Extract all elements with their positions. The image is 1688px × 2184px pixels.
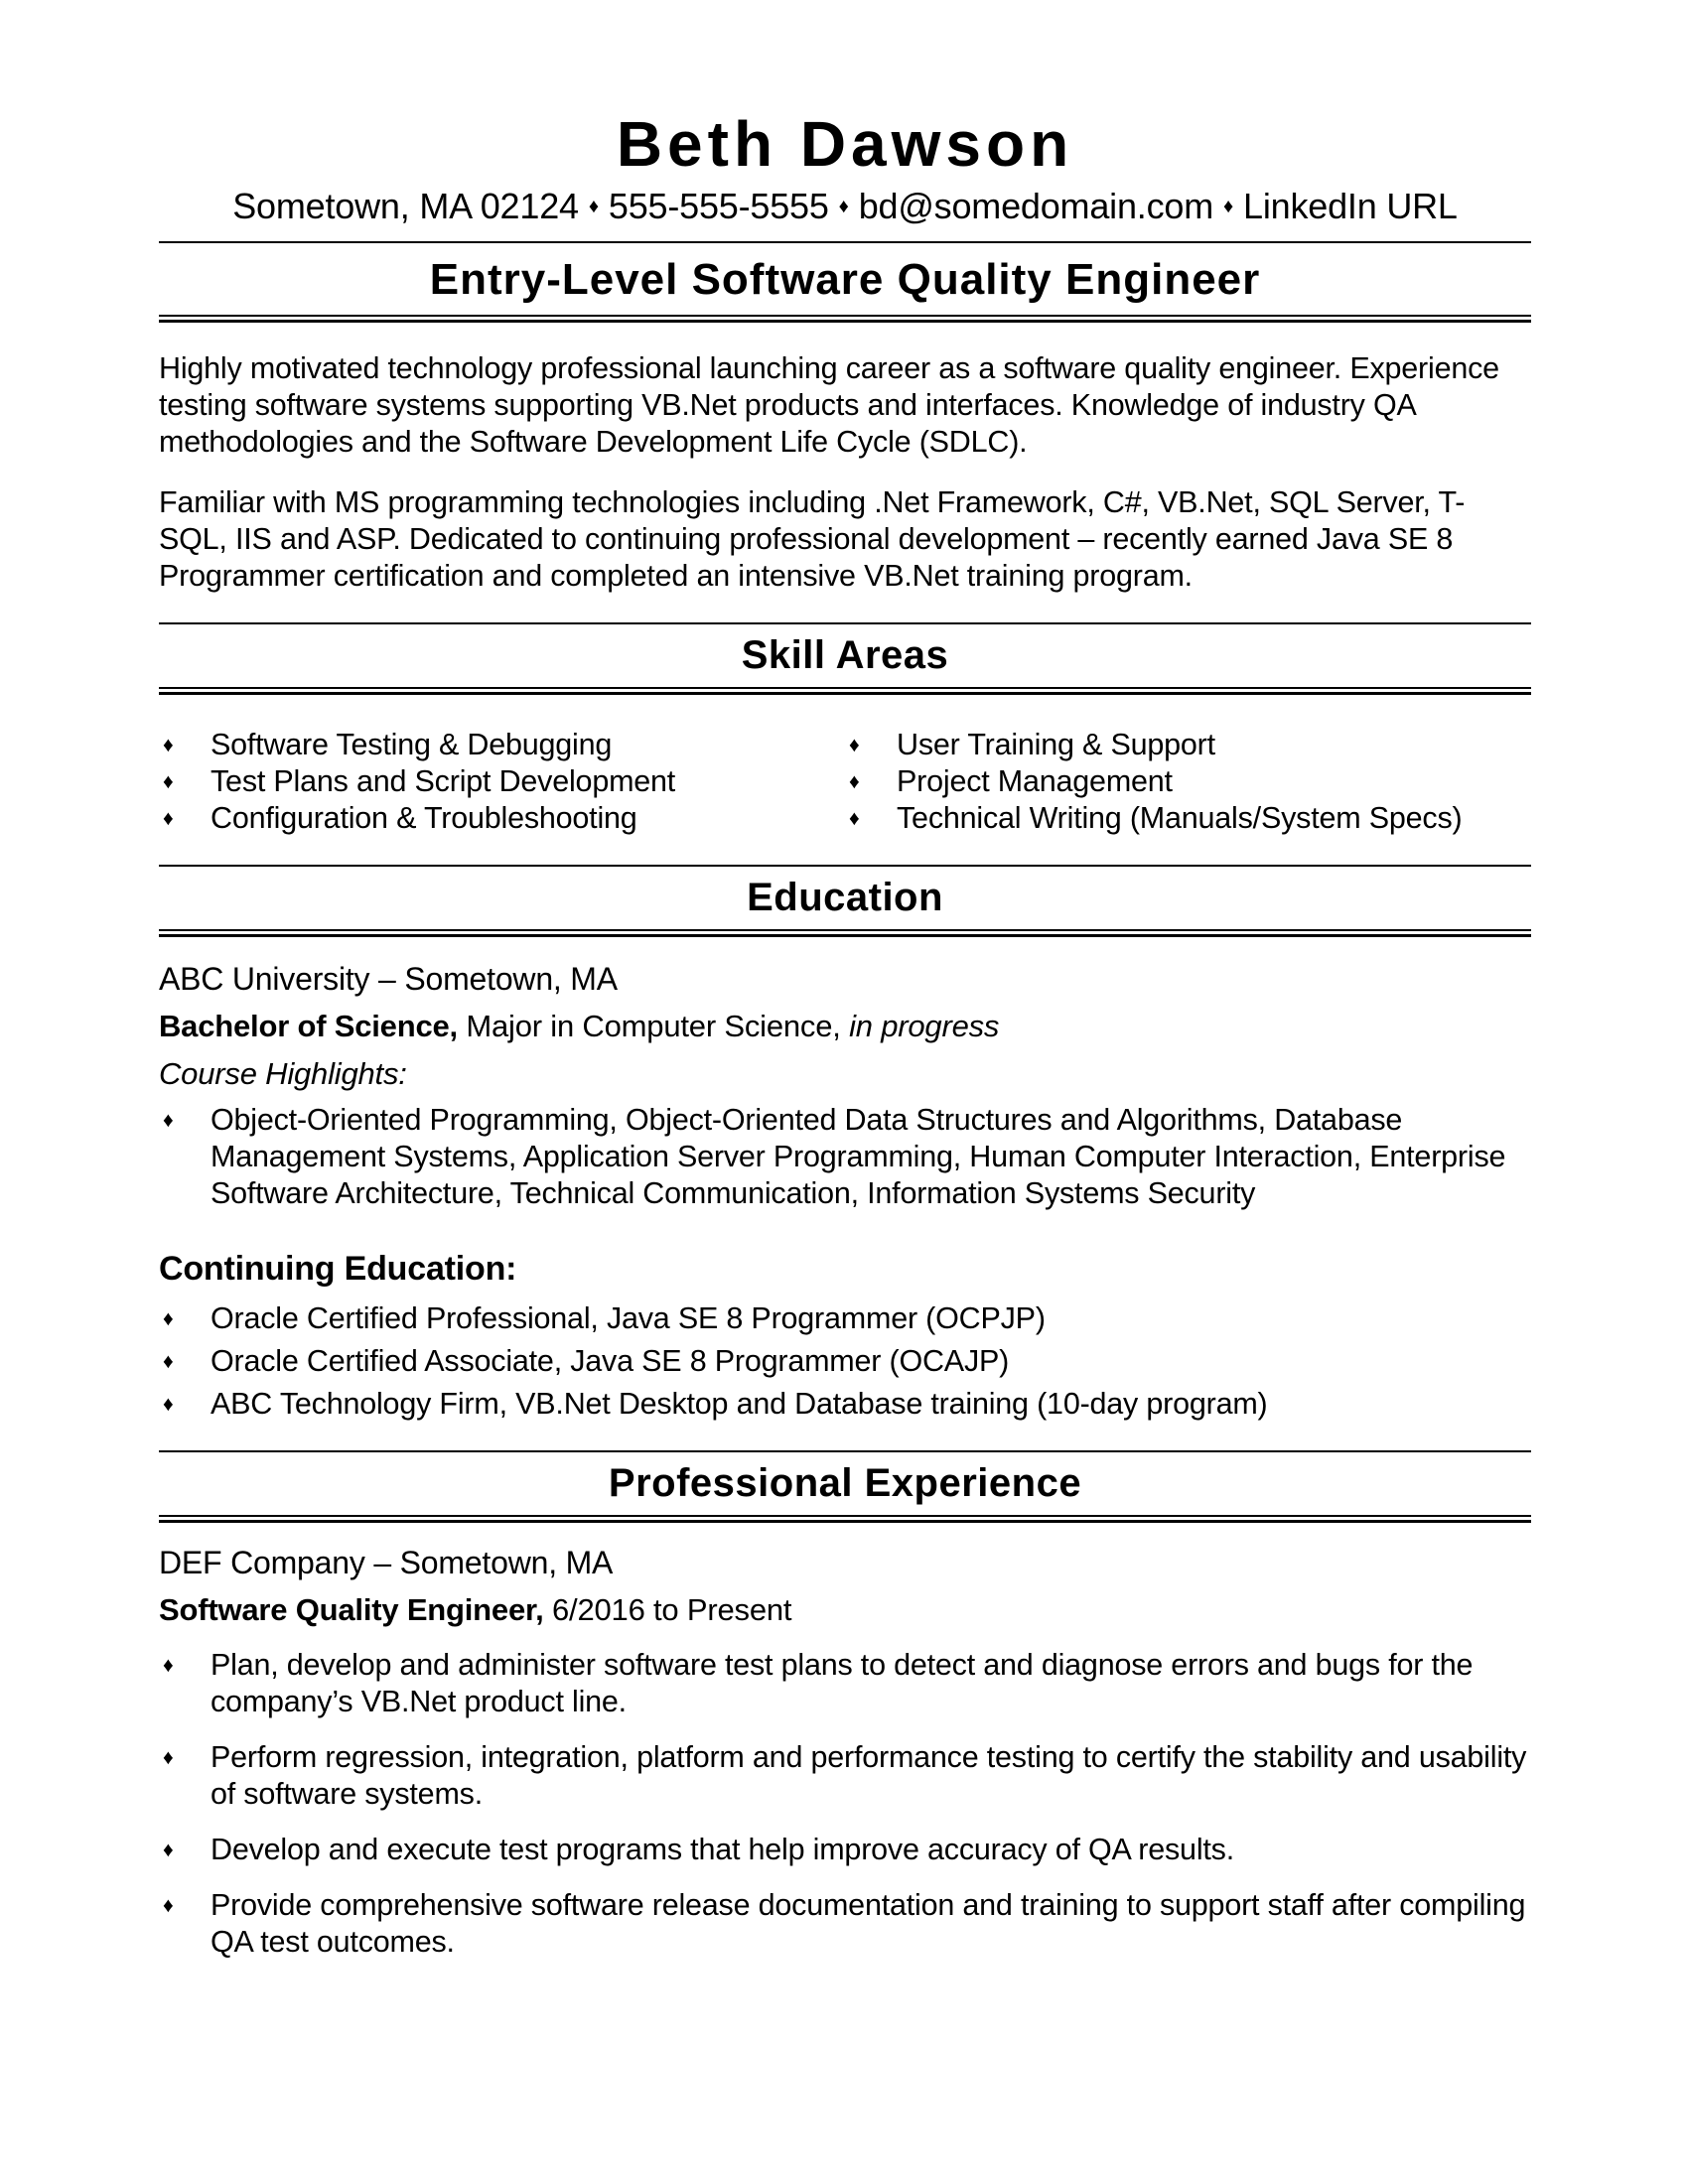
list-item [845,763,1531,800]
list-item [159,1343,1531,1380]
diamond-bullet-icon: ♦ [163,1350,174,1374]
education-degree-line [159,1009,1531,1044]
skills-column-right [845,727,1531,837]
divider-line [159,865,1531,867]
skill-label: Software Testing & Debugging [211,728,613,762]
experience-bullet-list [159,1647,1531,1961]
experience-role-title: Software Quality Engineer, [159,1592,544,1628]
list-item [159,800,845,837]
diamond-bullet-icon: ♦ [163,807,174,831]
degree-major: Major in Computer Science, [457,1009,850,1044]
skill-label: Configuration & Troubleshooting [211,801,637,836]
list-item [159,1300,1531,1337]
contact-location: Sometown, MA 02124 [232,186,579,227]
section-header-education [159,865,1531,937]
diamond-bullet-icon: ♦ [163,770,174,794]
section-header-skill-areas [159,622,1531,695]
degree-status: in progress [849,1009,1000,1044]
diamond-bullet-icon: ♦ [163,1307,174,1331]
list-item [159,1386,1531,1423]
diamond-bullet-icon: ♦ [163,1654,174,1678]
experience-bullet-text: Perform regression, integration, platform and performance testing to certify the stability and usability of software systems. [211,1740,1527,1812]
course-highlights-list [159,1102,1531,1212]
education-school: ABC University – Sometown, MA [159,961,618,998]
double-divider-line [159,315,1531,323]
section-heading-education: Education [747,876,943,920]
summary-paragraph: Familiar with MS programming technologies including .Net Framework, C#, VB.Net, SQL Server, T-SQL, IIS and ASP. Dedicated to continuing professional development – recently earned Java SE 8 Programmer certification and completed an intensive VB.Net training program. [159,485,1466,594]
double-divider-line [159,687,1531,695]
contact-linkedin: LinkedIn URL [1243,186,1458,227]
experience-bullet-text: Develop and execute test programs that help improve accuracy of QA results. [211,1833,1234,1867]
contact-phone: 555-555-5555 [608,186,829,227]
contact-line [159,186,1531,227]
diamond-bullet-icon: ♦ [163,1109,174,1133]
divider-line [159,622,1531,624]
divider-line [159,1450,1531,1452]
certification-text: Oracle Certified Associate, Java SE 8 Programmer (OCAJP) [211,1344,1010,1379]
experience-role-line [159,1592,1531,1628]
diamond-bullet-icon: ♦ [163,1746,174,1770]
certification-text: Oracle Certified Professional, Java SE 8 Programmer (OCPJP) [211,1301,1046,1336]
double-divider-line [159,1515,1531,1523]
list-item [159,727,845,763]
list-item [159,1647,1531,1720]
diamond-bullet-icon: ♦ [849,807,860,831]
section-heading-professional-experience: Professional Experience [608,1461,1082,1506]
list-item [159,1832,1531,1868]
diamond-bullet-icon: ♦ [163,1839,174,1862]
divider-line [159,241,1531,243]
contact-email: bd@somedomain.com [858,186,1213,227]
diamond-bullet-icon: ♦ [163,1894,174,1918]
list-item [159,763,845,800]
certification-text: ABC Technology Firm, VB.Net Desktop and Database training (10-day program) [211,1387,1268,1422]
list-item [845,727,1531,763]
skill-label: Test Plans and Script Development [211,764,676,799]
diamond-bullet-icon: ♦ [849,734,860,757]
skill-label: Project Management [897,764,1173,799]
skill-label: User Training & Support [897,728,1215,762]
section-heading-skill-areas: Skill Areas [741,633,949,678]
skills-column-left [159,727,845,837]
list-item [159,1102,1531,1212]
experience-bullet-text: Provide comprehensive software release documentation and training to support staff after compiling QA test outcomes. [211,1888,1526,1960]
skill-label: Technical Writing (Manuals/System Specs) [897,801,1463,836]
resume-title: Entry-Level Software Quality Engineer [429,255,1261,305]
course-highlights-label: Course Highlights: [159,1056,407,1092]
summary-section [159,350,1531,595]
course-highlights-text: Object-Oriented Programming, Object-Oriented Data Structures and Algorithms, Database Management Systems, Application Server Programming, Human Computer Interaction, Enterprise Software Architecture, Technical Communication, Information Systems Security [211,1103,1506,1211]
summary-paragraph: Highly motivated technology professional launching career as a software quality engineer. Experience testing software systems supporting VB.Net products and interfaces. Knowledge of industry QA methodologies and the Software Development Life Cycle (SDLC). [159,351,1499,460]
skills-columns [159,727,1531,837]
diamond-separator-icon: ♦ [1223,196,1234,218]
diamond-separator-icon: ♦ [838,196,849,218]
degree-name: Bachelor of Science, [159,1009,458,1044]
diamond-bullet-icon: ♦ [849,770,860,794]
experience-role-dates: 6/2016 to Present [543,1592,792,1628]
continuing-education-heading: Continuing Education: [159,1250,517,1289]
diamond-separator-icon: ♦ [588,196,599,218]
continuing-education-list [159,1300,1531,1423]
double-divider-line [159,929,1531,937]
resume-name: Beth Dawson [616,108,1074,180]
list-item [159,1887,1531,1961]
list-item [845,800,1531,837]
experience-company: DEF Company – Sometown, MA [159,1545,614,1581]
diamond-bullet-icon: ♦ [163,734,174,757]
section-header-professional-experience [159,1450,1531,1523]
list-item [159,1739,1531,1813]
diamond-bullet-icon: ♦ [163,1393,174,1417]
experience-bullet-text: Plan, develop and administer software test plans to detect and diagnose errors and bugs for the company’s VB.Net product line. [211,1648,1474,1719]
